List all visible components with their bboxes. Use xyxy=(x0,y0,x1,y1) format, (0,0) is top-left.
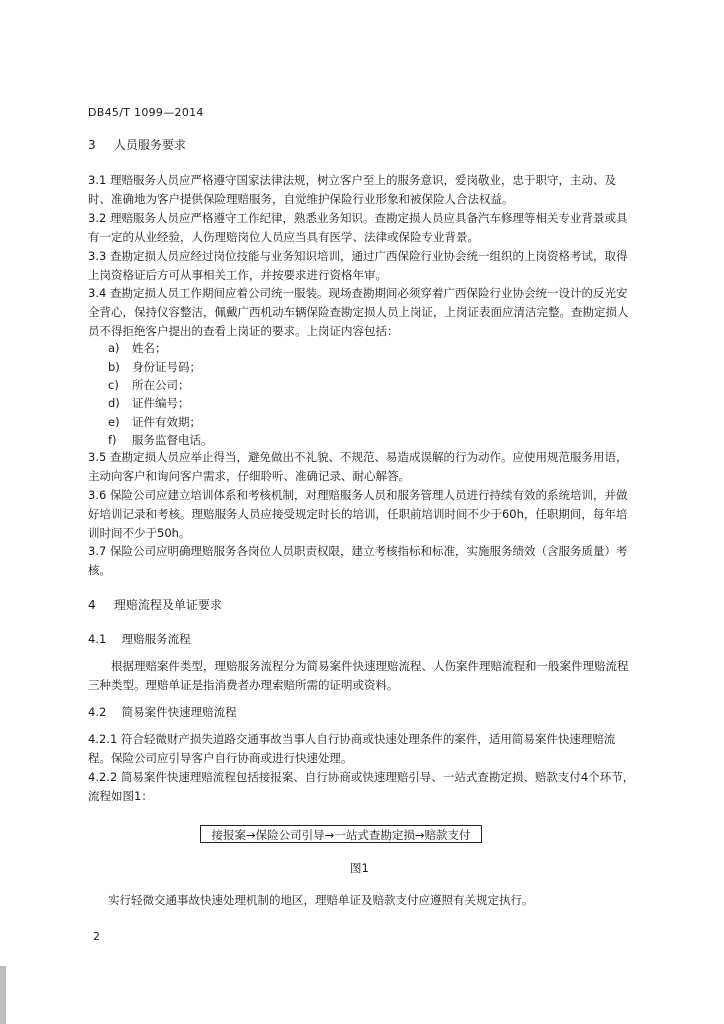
subsection-4-2-title: 简易案件快速理赔流程 xyxy=(121,705,237,719)
clause-3-5: 3.5 查勘定损人员应举止得当，避免做出不礼貌、不规范、易造成误解的行为动作。应使用规范服务用语，主动向客户和询问客户需求，仔细聆听、准确记录、耐心解答。 xyxy=(88,450,628,483)
list-item xyxy=(108,413,201,432)
standard-code: DB45/T 1099—2014 xyxy=(88,106,204,119)
list-label: c) xyxy=(108,378,119,392)
section-3-title: 人员服务要求 xyxy=(113,138,186,152)
section-3-number: 3 xyxy=(88,138,96,152)
clause-4-1-text: 根据理赔案件类型，理赔服务流程分为简易案件快速理赔流程、人伤案件理赔流程和一般案件理赔流程三种类型。理赔单证是指消费者办理索赔所需的证明或资料。 xyxy=(88,659,629,692)
list-label: d) xyxy=(108,396,120,410)
clause-4-2-1: 4.2.1 符合轻微财产损失道路交通事故当事人自行协商或快速处理条件的案件，适用简易案件快速理赔流程。保险公司应引导客户自行协商或进行快速处理。 xyxy=(88,732,616,765)
clause-3-3: 3.3 查勘定损人员应经过岗位技能与业务知识培训，通过广西保险行业协会统一组织的上岗资格考试，取得上岗资格证后方可从事相关工作，并按要求进行资格年审。 xyxy=(88,249,628,282)
list-item xyxy=(108,339,167,358)
figure-caption: 图1 xyxy=(350,861,369,875)
list-text: 证件有效期； xyxy=(132,415,201,429)
clause-3-6: 3.6 保险公司应建立培训体系和考核机制，对理赔服务人员和服务管理人员进行持续有效的系统培训，并做好培训记录和考核。理赔服务人员应接受规定时长的培训，任职前培训时间不少于60h，任职期间，每年培训时间不少于50h。 xyxy=(88,488,628,540)
section-4-number: 4 xyxy=(88,598,96,612)
list-text: 证件编号； xyxy=(132,396,190,410)
flow-diagram-box: 接报案→保险公司引导→一站式查勘定损→赔款支付 xyxy=(200,825,482,843)
subsection-4-2-heading xyxy=(88,703,636,722)
list-label: e) xyxy=(108,415,120,429)
list-item xyxy=(108,394,190,413)
clause-4-2-2: 4.2.2 简易案件快速理赔流程包括接报案、自行协商或快速理赔引导、一站式查勘定损、赔款支付4个环节，流程如图1： xyxy=(88,770,635,803)
clause-3-1: 3.1 理赔服务人员应严格遵守国家法律法规，树立客户至上的服务意识，爱岗敬业，忠于职守，主动、及时、准确地为客户提供保险理赔服务，自觉维护保险行业形象和被保险人合法权益。 xyxy=(88,173,616,206)
section-3-heading xyxy=(88,136,636,155)
list-item xyxy=(108,358,201,377)
list-text: 所在公司； xyxy=(132,378,190,392)
scan-edge-shadow xyxy=(0,966,6,1024)
list-text: 身份证号码； xyxy=(132,360,201,374)
clause-3-7: 3.7 保险公司应明确理赔服务各岗位人员职责权限，建立考核指标和标准，实施服务绩效（含服务质量）考核。 xyxy=(88,544,628,577)
list-label: b) xyxy=(108,360,120,374)
section-4-heading xyxy=(88,596,636,615)
list-item xyxy=(108,376,190,395)
subsection-4-1-heading xyxy=(88,630,636,649)
closing-paragraph: 实行轻微交通事故快速处理机制的地区，理赔单证及赔款支付应遵照有关规定执行。 xyxy=(108,893,534,907)
subsection-4-1-title: 理赔服务流程 xyxy=(121,632,191,646)
list-text: 姓名； xyxy=(132,341,167,355)
list-label: a) xyxy=(108,341,120,355)
clause-3-4: 3.4 查勘定损人员工作期间应着公司统一服装。现场查勘期间必须穿着广西保险行业协会统一设计的反光安全背心，保持仪容整洁，佩戴广西机动车辆保险查勘定损人员上岗证，上岗证表面应清洁完整。查勘定损人员不得拒绝客户提出的查看上岗证的要求。上岗证内容包括： xyxy=(88,286,629,338)
clause-3-2: 3.2 理赔服务人员应严格遵守工作纪律，熟悉业务知识。查勘定损人员应具备汽车修理等相关专业背景或具有一定的从业经验，人伤理赔岗位人员应当具有医学、法律或保险专业背景。 xyxy=(88,211,628,244)
section-4-title: 理赔流程及单证要求 xyxy=(113,598,222,612)
page-number: 2 xyxy=(93,930,100,943)
subsection-4-1-number: 4.1 xyxy=(88,632,107,646)
list-text: 服务监督电话。 xyxy=(132,433,213,447)
list-label: f) xyxy=(108,433,117,447)
subsection-4-2-number: 4.2 xyxy=(88,705,107,719)
